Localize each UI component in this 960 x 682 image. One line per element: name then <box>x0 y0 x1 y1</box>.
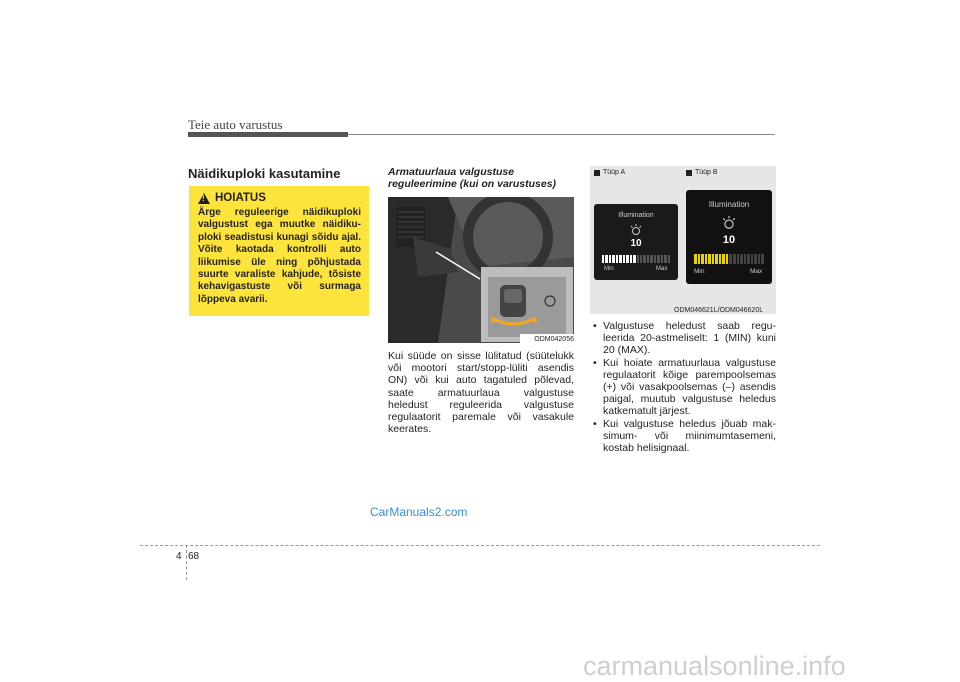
level-segment <box>758 254 761 264</box>
footer-rule <box>140 545 820 546</box>
level-segment <box>643 255 645 263</box>
level-segment <box>701 254 704 264</box>
figure-caption: ODM046621L/ODM046620L <box>674 307 764 314</box>
level-segment <box>640 255 642 263</box>
level-segment <box>654 255 656 263</box>
level-segment <box>751 254 754 264</box>
level-segment <box>657 255 659 263</box>
illumination-figure <box>590 166 776 314</box>
level-segment <box>605 255 607 263</box>
type-b-max: Max <box>750 268 763 275</box>
level-segment <box>761 254 764 264</box>
type-a-display <box>594 204 678 280</box>
square-bullet-icon <box>594 170 600 176</box>
list-item: • Valgustuse heledust saab reguleerida 20-astmeliselt: 1 (MIN) kuni 20 (MAX). <box>590 320 776 357</box>
level-segment <box>694 254 697 264</box>
level-segment <box>650 255 652 263</box>
type-a-level: 10 <box>630 238 642 249</box>
dashboard-photo <box>388 197 574 343</box>
level-segment <box>722 254 725 264</box>
level-segment <box>623 255 625 263</box>
level-segment <box>712 254 715 264</box>
bullet-list <box>590 320 776 454</box>
level-segment <box>633 255 635 263</box>
level-segment <box>715 254 718 264</box>
type-b-level-bar <box>694 254 764 264</box>
dashboard-light-icon <box>630 224 642 236</box>
level-segment <box>705 254 708 264</box>
type-a-label: Tüüp A <box>594 169 625 176</box>
square-bullet-icon <box>686 170 692 176</box>
type-a-level-bar <box>602 255 670 263</box>
level-segment <box>664 255 666 263</box>
level-segment <box>630 255 632 263</box>
body-paragraph: Kui süüde on sisse lülitatud (süütelukk või mootori start/stopp-lüliti asendis ON) või kui auto tagatuled põlevad, saate armatuurlaua valgustuse heledust reguleerida valgustuse regulaatorit paremale või vasakule keerates. <box>388 350 574 436</box>
bottom-watermark: carmanualsonline.info <box>583 651 846 681</box>
level-segment <box>619 255 621 263</box>
level-segment <box>744 254 747 264</box>
level-segment <box>733 254 736 264</box>
type-b-label: Tüüp B <box>686 169 718 176</box>
section-title: Näidikuploki kasutamine <box>188 166 341 181</box>
level-segment <box>612 255 614 263</box>
level-segment <box>754 254 757 264</box>
warning-heading <box>198 192 266 204</box>
type-a-title: Illumination <box>618 212 654 219</box>
dashboard-illustration <box>388 197 574 343</box>
chapter-number: 4 <box>176 551 182 562</box>
list-item: • Kui valgustuse heledus jõuab maksimum- või miinimumtasemeni, kostab helisignaal. <box>590 418 776 455</box>
header-rule-accent <box>188 132 348 137</box>
type-b-min: Min <box>694 268 705 275</box>
subsection-title: Armatuurlaua valgustuse reguleerimine (kui on varustuses) <box>388 166 557 190</box>
level-segment <box>637 255 639 263</box>
level-segment <box>661 255 663 263</box>
type-a-min: Min <box>604 266 614 272</box>
watermark-link[interactable]: CarManuals2.com <box>370 505 468 519</box>
level-segment <box>747 254 750 264</box>
type-b-display <box>686 190 772 284</box>
page-number: 68 <box>188 551 200 562</box>
level-segment <box>726 254 729 264</box>
level-segment <box>668 255 670 263</box>
level-segment <box>626 255 628 263</box>
level-segment <box>708 254 711 264</box>
type-b-level: 10 <box>722 234 736 246</box>
level-segment <box>737 254 740 264</box>
warning-text: Ärge reguleerige näidikuploki valgustust ega muutke näidikuploki seadistusi kunagi sõidu ajal. Võite kaotada kontrolli auto liikumise üle ning põhjustada suurte varaliste kahjude, tõsiste kehavigastuste või surmaga lõppeva avarii. <box>198 207 361 305</box>
warning-triangle-icon <box>198 193 210 204</box>
footer-divider <box>186 545 187 580</box>
level-segment <box>729 254 732 264</box>
level-segment <box>647 255 649 263</box>
header-title: Teie auto varustus <box>188 117 283 132</box>
level-segment <box>602 255 604 263</box>
dashboard-light-icon <box>722 216 736 230</box>
level-segment <box>740 254 743 264</box>
level-segment <box>609 255 611 263</box>
list-item: • Kui hoiate armatuurlaua valgustuse regulaatorit kõige parempoolsemas (+) või vasakpoolsemas (–) asendis paigal, muutub valgustuse heledus katkematult järjest. <box>590 357 776 418</box>
type-a-max: Max <box>656 266 668 272</box>
level-segment <box>698 254 701 264</box>
warning-box <box>189 186 369 316</box>
level-segment <box>616 255 618 263</box>
warning-heading-text: HOIATUS <box>215 192 266 204</box>
photo-caption: ODM042056 <box>520 334 574 345</box>
type-b-title: Illumination <box>708 200 750 209</box>
level-segment <box>719 254 722 264</box>
